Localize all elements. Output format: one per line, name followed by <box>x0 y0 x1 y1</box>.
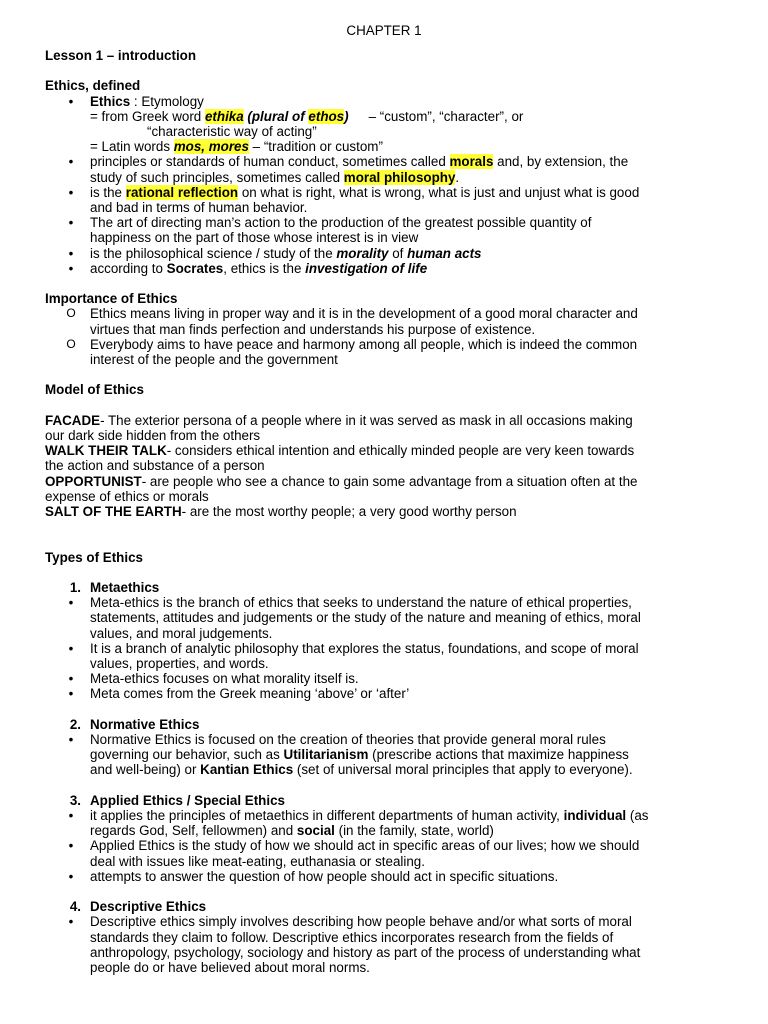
chapter-title: CHAPTER 1 <box>346 23 422 38</box>
bullet-icon: • <box>68 184 74 200</box>
list-item: • Applied Ethics is the study of how we should act in specific areas of our lives; how we should deal with issues like meat-eating, euthanasia or stealing. <box>45 838 735 868</box>
term-definition: FACADE- The exterior persona of a people where in it was served as mask in all occasions making our dark side hidden from the others <box>45 412 633 444</box>
list-item: • it applies the principles of metaethics in different departments of human activity, individual (as regards God, Self, fellowmen) and social (in the family, state, world) <box>45 808 735 838</box>
list-item: • It is a branch of analytic philosophy that explores the status, foundations, and scope of moral values, properties, and words. <box>45 641 735 671</box>
document-body <box>45 48 735 975</box>
bullet-icon: • <box>68 595 74 611</box>
highlight: rational reflection <box>125 184 239 200</box>
section-types-heading: Types of Ethics <box>45 549 143 565</box>
highlight: mores <box>208 139 249 155</box>
lesson-title: Lesson 1 – introduction <box>45 48 197 63</box>
list-item-continuation: = from Greek word ethika (plural of ethos) – “custom”, “character”, or <box>90 108 524 124</box>
numbered-subheading: 1. Metaethics <box>69 580 160 595</box>
circle-bullet-icon: O <box>66 336 76 351</box>
numbered-subheading: 2. Normative Ethics <box>69 716 200 732</box>
list-item: O Everybody aims to have peace and harmony among all people, which is indeed the common interest of the people and the government <box>45 337 735 367</box>
bullet-icon: • <box>68 671 74 687</box>
numbered-subheading: 3. Applied Ethics / Special Ethics <box>69 792 285 808</box>
term-definition: OPPORTUNIST- are people who see a chance to gain some advantage from a situation often at the expense of ethics or morals <box>45 473 638 504</box>
list-item: • Meta comes from the Greek meaning ‘above’ or ‘after’ <box>45 686 735 701</box>
list-item: • The art of directing man’s action to the production of the greatest possible quantity of happiness on the part of those whose interest is in view <box>45 215 735 245</box>
highlight: morals <box>449 154 494 170</box>
list-item: • Normative Ethics is focused on the creation of theories that provide general moral rules governing our behavior, such as Utilitarianism (prescribe actions that maximize happiness and well-being) or Kantian Ethics (set of universal moral principles that apply to everyone). <box>45 732 735 778</box>
section-importance-heading: Importance of Ethics <box>45 291 178 307</box>
list-item: • principles or standards of human conduct, sometimes called morals and, by extension, the study of such principles, sometimes called moral philosophy. <box>45 154 735 184</box>
list-item: • attempts to answer the question of how people should act in specific situations. <box>45 869 735 884</box>
bullet-icon: • <box>68 154 74 170</box>
term-definition: WALK THEIR TALK- considers ethical intention and ethically minded people are very keen towards the action and substance of a person <box>45 443 635 474</box>
list-item: • is the rational reflection on what is right, what is wrong, what is just and unjust what is good and bad in terms of human behavior. <box>45 185 735 215</box>
bullet-icon: • <box>68 686 74 702</box>
highlight: moral philosophy <box>343 169 456 185</box>
bullet-icon: • <box>68 260 74 276</box>
bullet-icon: • <box>68 215 74 231</box>
section-model-heading: Model of Ethics <box>45 382 144 398</box>
list-item: • according to Socrates, ethics is the investigation of life <box>45 261 735 276</box>
list-item: • Ethics : Etymology <box>45 94 735 109</box>
highlight: ethos <box>308 108 345 124</box>
bullet-icon: • <box>68 914 74 930</box>
numbered-subheading: 4. Descriptive Ethics <box>69 899 207 915</box>
highlight: ethika <box>204 108 244 124</box>
list-item-continuation: “characteristic way of acting” <box>147 124 317 139</box>
bullet-icon: • <box>68 245 74 261</box>
circle-bullet-icon: O <box>66 306 76 321</box>
list-item-continuation: = Latin words mos, mores – “tradition or custom” <box>90 139 383 155</box>
list-item: • Meta-ethics is the branch of ethics that seeks to understand the nature of ethical properties, statements, attitudes and judgements or the study of the nature and meaning of ethics, moral values, and moral judgements. <box>45 595 735 641</box>
section-ethics-defined-heading: Ethics, defined <box>45 78 141 94</box>
list-item: • Meta-ethics focuses on what morality itself is. <box>45 671 735 686</box>
bullet-icon: • <box>68 808 74 824</box>
bullet-icon: • <box>68 868 74 884</box>
highlight: mos <box>173 139 202 155</box>
term-definition: SALT OF THE EARTH- are the most worthy people; a very good worthy person <box>45 504 517 520</box>
list-item: • Descriptive ethics simply involves describing how people behave and/or what sorts of moral standards they claim to follow. Descriptive ethics incorporates research from the fields of anthropology, psychology, sociology and history as part of the process of understanding what people do or have believed about moral norms. <box>45 914 735 975</box>
bullet-icon: • <box>68 732 74 748</box>
bullet-icon: • <box>68 640 74 656</box>
list-item: • is the philosophical science / study of the morality of human acts <box>45 246 735 261</box>
bullet-icon: • <box>68 93 74 109</box>
bullet-icon: • <box>68 838 74 854</box>
list-item: O Ethics means living in proper way and it is in the development of a good moral character and virtues that man finds perfection and understands his purpose of existence. <box>45 306 735 336</box>
